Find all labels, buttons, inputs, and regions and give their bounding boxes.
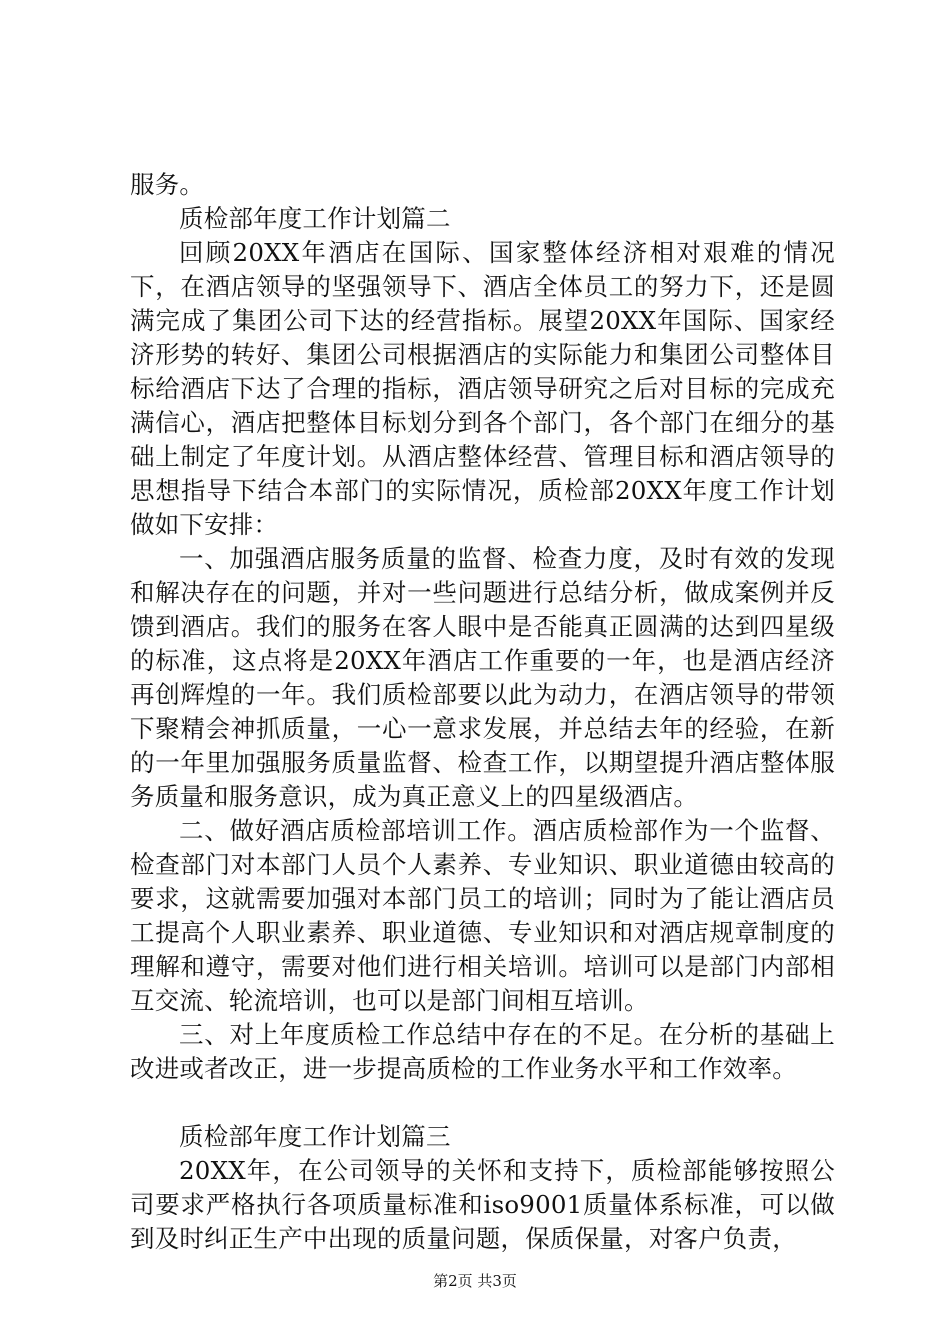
paragraph-item-two: 二、做好酒店质检部培训工作。酒店质检部作为一个监督、检查部门对本部门人员个人素养、专业知识、职业道德由较高的要求，这就需要加强对本部门员工的培训；同时为了能让酒店员工提高个人职业素养、职业道德、专业知识和对酒店规章制度的理解和遵守，需要对他们进行相关培训。培训可以是部门内部相互交流、轮流培训，也可以是部门间相互培训。 (130, 816, 835, 1015)
section-heading-part-two: 质检部年度工作计划篇二 (179, 204, 451, 233)
paragraph-item-three: 三、对上年度质检工作总结中存在的不足。在分析的基础上改进或者改正，进一步提高质检的工作业务水平和工作效率。 (130, 1020, 835, 1083)
paragraph-continuation: 服务。 (130, 170, 205, 199)
page-footer: 第2页 共3页 (433, 1272, 517, 1290)
section-heading-part-three: 质检部年度工作计划篇三 (179, 1122, 451, 1151)
paragraph-spacer (130, 1086, 835, 1120)
paragraph-review: 回顾20XX年酒店在国际、国家整体经济相对艰难的情况下，在酒店领导的坚强领导下、酒店全体员工的努力下，还是圆满完成了集团公司下达的经营指标。展望20XX年国际、国家经济形势的转好、集团公司根据酒店的实际能力和集团公司整体目标给酒店下达了合理的指标，酒店领导研究之后对目标的完成充满信心，酒店把整体目标划分到各个部门，各个部门在细分的基础上制定了年度计划。从酒店整体经营、管理目标和酒店领导的思想指导下结合本部门的实际情况，质检部20XX年度工作计划做如下安排： (130, 238, 835, 539)
paragraph-part-three-intro: 20XX年，在公司领导的关怀和支持下，质检部能够按照公司要求严格执行各项质量标准和iso9001质量体系标准，可以做到及时纠正生产中出现的质量问题，保质保量，对客户负责， (130, 1156, 835, 1253)
document-body (130, 168, 835, 1256)
paragraph-item-one: 一、加强酒店服务质量的监督、检查力度，及时有效的发现和解决存在的问题，并对一些问题进行总结分析，做成案例并反馈到酒店。我们的服务在客人眼中是否能真正圆满的达到四星级的标准，这点将是20XX年酒店工作重要的一年，也是酒店经济再创辉煌的一年。我们质检部要以此为动力，在酒店领导的带领下聚精会神抓质量，一心一意求发展，并总结去年的经验，在新的一年里加强服务质量监督、检查工作，以期望提升酒店整体服务质量和服务意识，成为真正意义上的四星级酒店。 (130, 544, 835, 811)
